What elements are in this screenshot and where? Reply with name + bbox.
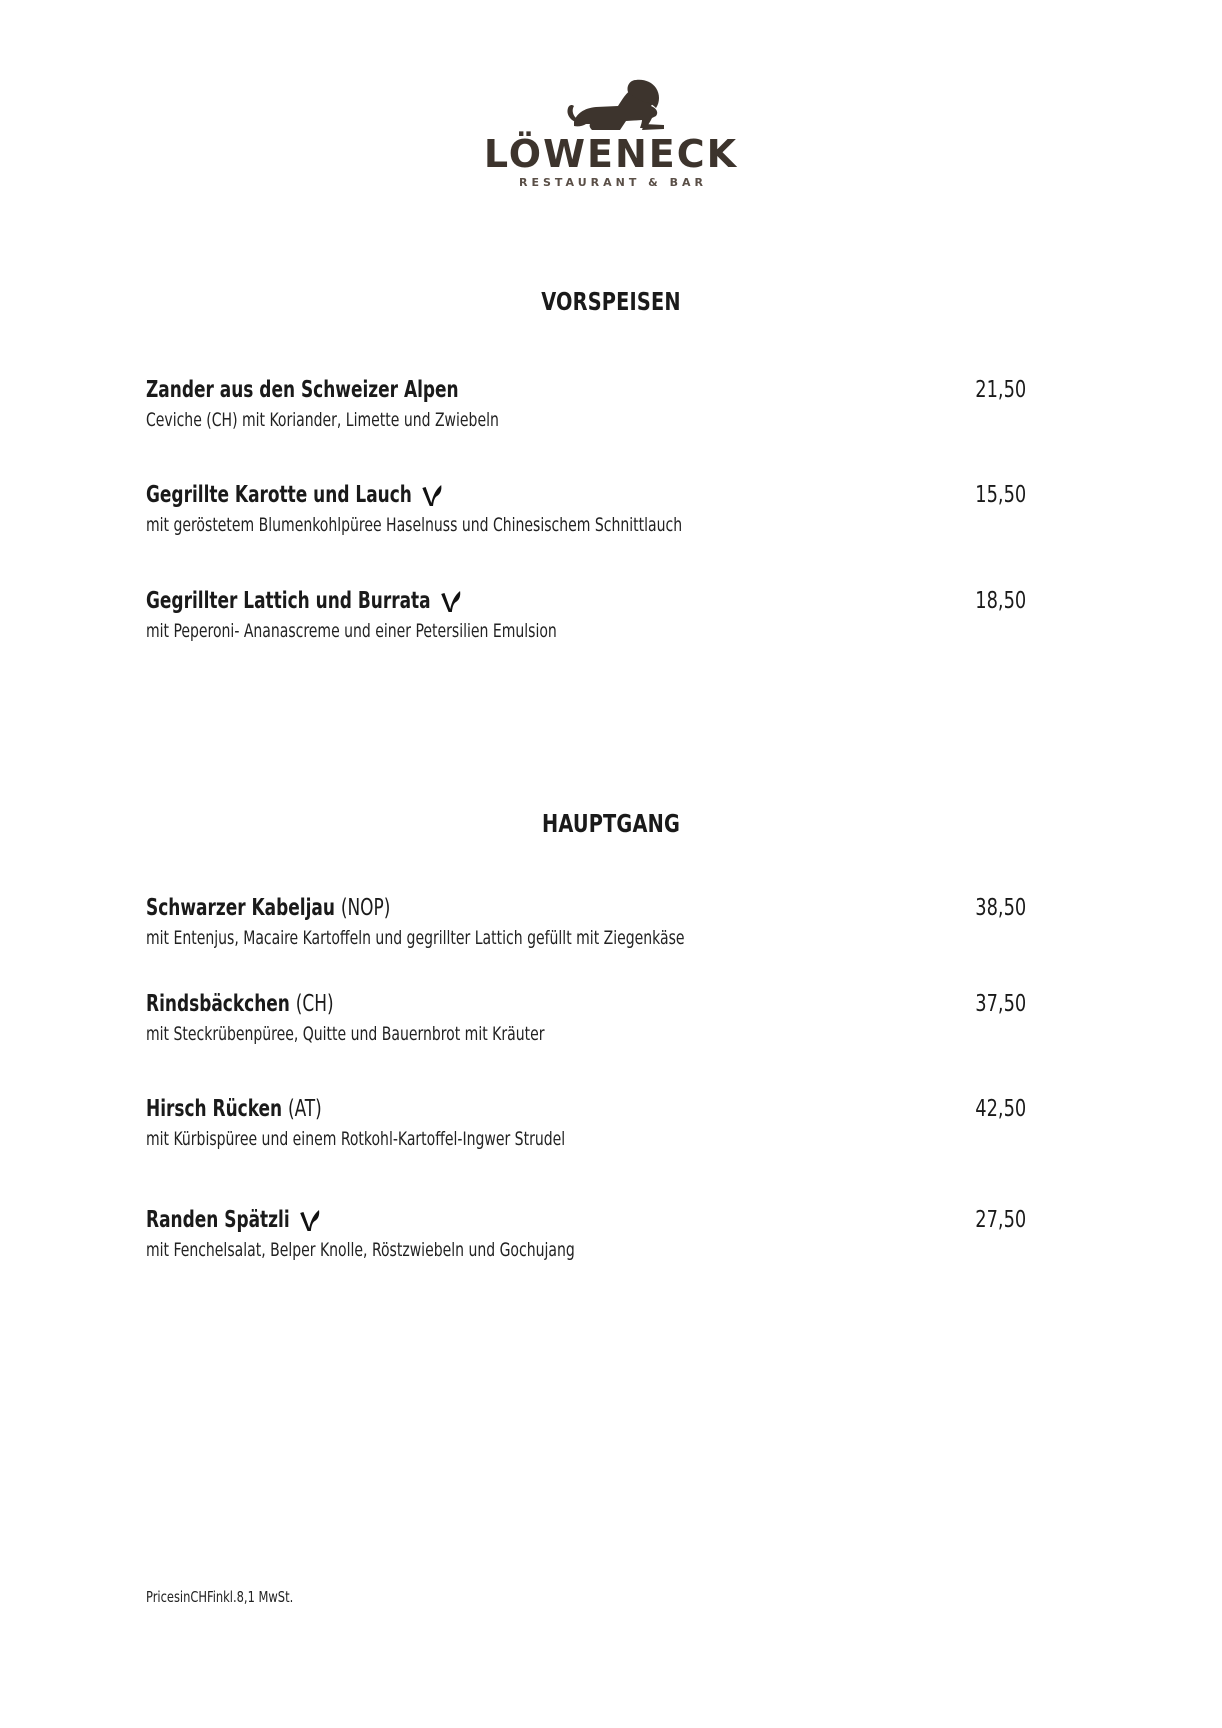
vegetarian-leaf-icon [299,1207,322,1235]
item-name: Gegrillter Lattich und Burrata [146,585,463,617]
item-description: mit Peperoni- Ananascreme und einer Petersilien Emulsion [146,620,557,642]
item-price: 21,50 [975,377,1026,403]
item-price: 18,50 [975,588,1026,614]
item-name: Randen Spätzli [146,1204,322,1236]
item-description: mit Steckrübenpüree, Quitte und Bauernbrot mit Kräuter [146,1023,545,1045]
menu-item [146,892,1026,952]
item-origin: (AT) [288,1096,322,1122]
vegetarian-leaf-icon [421,482,444,510]
menu-item [146,374,1026,434]
brand-tagline: RESTAURANT & BAR [519,176,707,189]
menu-item [146,585,1026,645]
item-name: Gegrillte Karotte und Lauch [146,479,444,511]
section-title-hauptgang: HAUPTGANG [541,809,681,838]
item-name: Zander aus den Schweizer Alpen [146,377,459,403]
menu-item [146,479,1026,539]
item-name: Rindsbäckchen (CH) [146,991,334,1017]
menu-item [146,1093,1026,1153]
menu-item [146,988,1026,1048]
lion-logo-icon [556,78,666,136]
item-name: Hirsch Rücken (AT) [146,1096,322,1122]
vegetarian-leaf-icon [440,588,463,616]
item-description: mit Entenjus, Macaire Kartoffeln und gegrillter Lattich gefüllt mit Ziegenkäse [146,927,685,949]
item-name: Schwarzer Kabeljau (NOP) [146,895,391,921]
item-origin: (NOP) [340,895,391,921]
item-price: 37,50 [975,991,1026,1017]
item-price: 15,50 [975,482,1026,508]
item-price: 42,50 [975,1096,1026,1122]
item-description: mit geröstetem Blumenkohlpüree Haselnuss und Chinesischem Schnittlauch [146,514,683,536]
item-origin: (CH) [295,991,334,1017]
item-price: 38,50 [975,895,1026,921]
section-title-vorspeisen: VORSPEISEN [541,287,681,316]
restaurant-logo [0,78,1222,189]
price-note: PricesinCHFinkl.8,1 MwSt. [146,1588,294,1606]
item-description: mit Kürbispüree und einem Rotkohl-Kartoffel-Ingwer Strudel [146,1128,566,1150]
menu-item [146,1204,1026,1264]
brand-name: LÖWENECK [483,132,739,176]
item-description: mit Fenchelsalat, Belper Knolle, Röstzwiebeln und Gochujang [146,1239,575,1261]
item-price: 27,50 [975,1207,1026,1233]
item-description: Ceviche (CH) mit Koriander, Limette und Zwiebeln [146,409,499,431]
